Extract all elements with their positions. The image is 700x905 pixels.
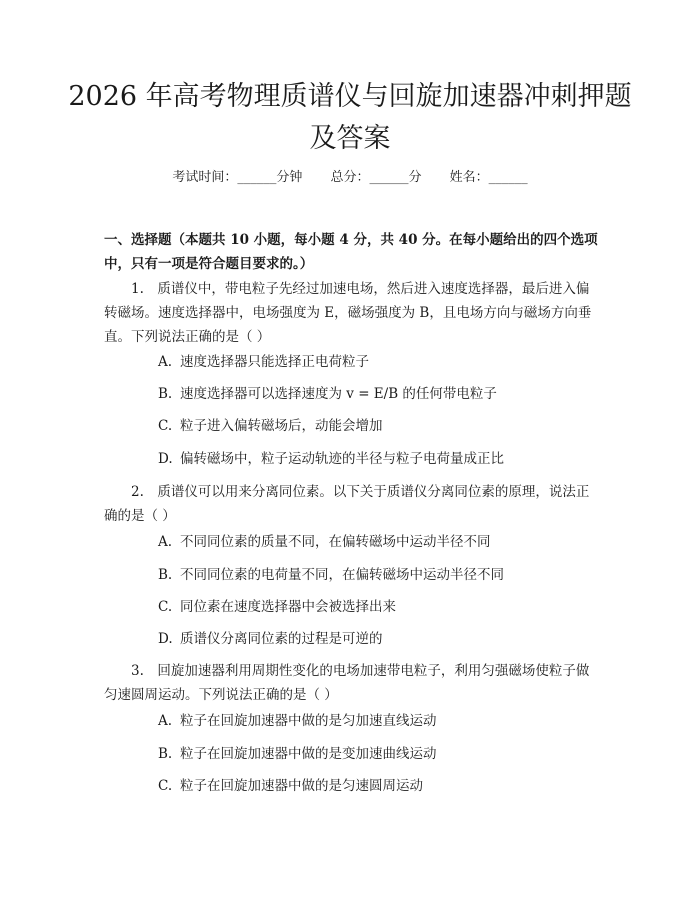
option-text: 速度选择器可以选择速度为 v = E/B 的任何带电粒子 xyxy=(180,386,497,402)
exam-meta xyxy=(0,168,700,188)
option-text: 质谱仪分离同位素的过程是可逆的 xyxy=(180,631,383,647)
option-letter: A. xyxy=(158,713,173,729)
question-3-option-a xyxy=(158,709,620,733)
question-1-option-c xyxy=(158,414,620,438)
question-1-stem: 1. 质谱仪中，带电粒子先经过加速电场，然后进入速度选择器，最后进入偏转磁场。速度选择器中，电场强度为 E，磁场强度为 B，且电场方向与磁场方向垂直。下列说法正确的是（ ） xyxy=(104,281,592,345)
option-text: 粒子在回旋加速器中做的是匀加速直线运动 xyxy=(180,713,437,729)
section-heading: 一、选择题（本题共 10 小题，每小题 4 分，共 40 分。在每小题给出的四个选项中，只有一项是符合题目要求的。） xyxy=(104,232,598,272)
option-text: 粒子在回旋加速器中做的是变加速曲线运动 xyxy=(180,746,437,762)
option-letter: C. xyxy=(158,418,173,434)
question-1-option-d xyxy=(158,447,620,471)
option-letter: C. xyxy=(158,599,173,615)
option-letter: C. xyxy=(158,778,173,794)
question-3-option-b xyxy=(158,742,620,766)
option-text: 粒子进入偏转磁场后，动能会增加 xyxy=(180,418,383,434)
question-2-option-c xyxy=(158,595,620,619)
question-2-option-d xyxy=(158,627,620,651)
question-2-option-a xyxy=(158,530,620,554)
student-name: 姓名：______ xyxy=(449,170,528,185)
question-3-option-c xyxy=(158,774,620,798)
option-text: 速度选择器只能选择正电荷粒子 xyxy=(180,354,369,370)
question-2-option-b xyxy=(158,563,620,587)
option-text: 不同同位素的电荷量不同，在偏转磁场中运动半径不同 xyxy=(180,567,504,583)
question-2-stem: 2. 质谱仪可以用来分离同位素。以下关于质谱仪分离同位素的原理，说法正确的是（ ） xyxy=(104,484,590,524)
option-text: 不同同位素的质量不同，在偏转磁场中运动半径不同 xyxy=(180,534,491,550)
option-text: 偏转磁场中，粒子运动轨迹的半径与粒子电荷量成正比 xyxy=(180,451,504,467)
option-letter: B. xyxy=(158,746,173,762)
option-letter: D. xyxy=(158,451,173,467)
exam-score: 总分：______分 xyxy=(330,170,422,185)
option-letter: D. xyxy=(158,631,173,647)
question-1-option-a xyxy=(158,350,620,374)
exam-time: 考试时间：______分钟 xyxy=(172,170,303,185)
option-letter: B. xyxy=(158,386,173,402)
option-letter: A. xyxy=(158,534,173,550)
page-title: 2026 年高考物理质谱仪与回旋加速器冲刺押题及答案 xyxy=(68,81,632,154)
question-3-stem: 3. 回旋加速器利用周期性变化的电场加速带电粒子，利用匀强磁场使粒子做匀速圆周运动。下列说法正确的是（ ） xyxy=(104,663,590,703)
option-text: 同位素在速度选择器中会被选择出来 xyxy=(180,599,396,615)
option-text: 粒子在回旋加速器中做的是匀速圆周运动 xyxy=(180,778,423,794)
option-letter: A. xyxy=(158,354,173,370)
option-letter: B. xyxy=(158,567,173,583)
question-1-option-b xyxy=(158,382,620,406)
